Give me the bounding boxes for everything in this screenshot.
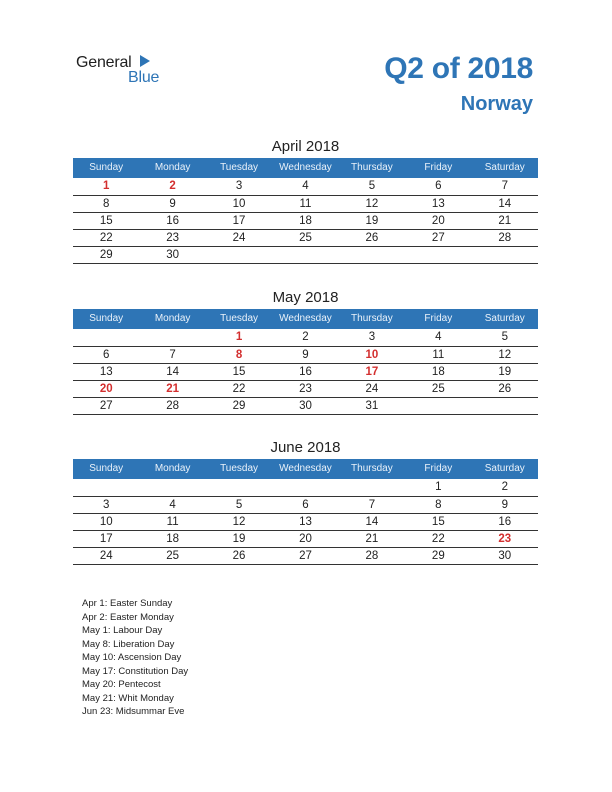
day-cell: 8	[73, 195, 139, 212]
day-cell: 11	[272, 195, 338, 212]
day-cell: 18	[405, 363, 471, 380]
day-cell	[405, 398, 471, 415]
day-cell: 8	[405, 496, 471, 513]
day-cell: 8	[206, 346, 272, 363]
day-cell: 5	[206, 496, 272, 513]
week-row	[73, 398, 538, 415]
day-cell: 6	[405, 178, 471, 195]
weekday-header: Sunday	[73, 309, 139, 329]
day-cell	[139, 479, 205, 496]
holiday-notes	[82, 597, 282, 719]
weekday-header-row	[73, 309, 538, 329]
holiday-note: May 10: Ascension Day	[82, 652, 182, 663]
day-cell: 23	[272, 381, 338, 398]
day-cell: 12	[339, 195, 405, 212]
holiday-note: May 1: Labour Day	[82, 625, 163, 636]
day-cell: 3	[73, 496, 139, 513]
day-cell: 26	[339, 230, 405, 247]
day-cell: 24	[339, 381, 405, 398]
day-cell: 7	[139, 346, 205, 363]
day-cell: 9	[272, 346, 338, 363]
holiday-note: May 20: Pentecost	[82, 679, 161, 690]
weekday-header: Friday	[405, 309, 471, 329]
day-cell: 25	[272, 230, 338, 247]
day-cell	[272, 247, 338, 264]
day-cell	[206, 479, 272, 496]
holiday-note: Apr 2: Easter Monday	[82, 611, 174, 623]
day-cell: 19	[339, 212, 405, 229]
weekday-header-row	[73, 158, 538, 178]
day-cell: 29	[73, 247, 139, 264]
logo-text-blue: Blue	[128, 69, 160, 86]
day-cell: 12	[206, 513, 272, 530]
day-cell: 1	[405, 479, 471, 496]
week-row	[73, 548, 538, 565]
day-cell: 15	[405, 513, 471, 530]
week-row	[73, 479, 538, 496]
weekday-header: Sunday	[73, 158, 139, 178]
day-cell: 19	[472, 363, 538, 380]
day-cell: 27	[272, 548, 338, 565]
day-cell: 19	[206, 531, 272, 548]
day-cell: 2	[139, 178, 205, 195]
week-row	[73, 496, 538, 513]
weekday-header: Saturday	[472, 158, 538, 178]
logo-text-general: General	[76, 54, 132, 71]
weekday-header: Friday	[405, 459, 471, 479]
day-cell: 21	[472, 212, 538, 229]
week-row	[73, 329, 538, 346]
day-cell: 6	[272, 496, 338, 513]
day-cell: 13	[73, 363, 139, 380]
day-cell: 16	[139, 212, 205, 229]
week-row	[73, 212, 538, 229]
day-cell	[73, 329, 139, 346]
triangle-flag-icon	[140, 55, 150, 67]
day-cell: 30	[472, 548, 538, 565]
day-cell: 2	[272, 329, 338, 346]
day-cell: 23	[472, 531, 538, 548]
week-row	[73, 195, 538, 212]
month-grid	[73, 459, 538, 565]
day-cell: 1	[206, 329, 272, 346]
page-title: Q2 of 2018	[384, 52, 533, 85]
day-cell: 5	[472, 329, 538, 346]
day-cell: 17	[339, 363, 405, 380]
weekday-header: Wednesday	[272, 158, 338, 178]
day-cell: 12	[472, 346, 538, 363]
day-cell: 4	[405, 329, 471, 346]
day-cell	[339, 479, 405, 496]
day-cell: 24	[73, 548, 139, 565]
month-title: May 2018	[272, 289, 339, 306]
week-row	[73, 531, 538, 548]
month-title: April 2018	[271, 138, 340, 155]
day-cell: 6	[73, 346, 139, 363]
weekday-header: Tuesday	[206, 158, 272, 178]
day-cell	[405, 247, 471, 264]
holiday-note: May 21: Whit Monday	[82, 692, 174, 704]
day-cell: 24	[206, 230, 272, 247]
holiday-note: Apr 1: Easter Sunday	[82, 598, 173, 609]
weekday-header: Monday	[139, 459, 205, 479]
weekday-header: Monday	[139, 309, 205, 329]
day-cell: 26	[472, 381, 538, 398]
day-cell: 5	[339, 178, 405, 195]
day-cell: 30	[272, 398, 338, 415]
day-cell	[339, 247, 405, 264]
day-cell: 18	[272, 212, 338, 229]
day-cell: 29	[206, 398, 272, 415]
day-cell: 3	[339, 329, 405, 346]
day-cell: 27	[405, 230, 471, 247]
day-cell: 10	[339, 346, 405, 363]
day-cell: 28	[339, 548, 405, 565]
day-cell: 9	[139, 195, 205, 212]
month-grid	[73, 309, 538, 415]
day-cell: 11	[139, 513, 205, 530]
day-cell: 14	[472, 195, 538, 212]
month-calendar	[73, 136, 538, 264]
day-cell: 9	[472, 496, 538, 513]
day-cell: 15	[206, 363, 272, 380]
day-cell: 7	[339, 496, 405, 513]
day-cell: 4	[139, 496, 205, 513]
day-cell: 16	[472, 513, 538, 530]
holiday-note: May 17: Constitution Day	[82, 665, 189, 677]
day-cell: 21	[339, 531, 405, 548]
day-cell: 25	[405, 381, 471, 398]
weekday-header: Thursday	[339, 309, 405, 329]
weekday-header: Wednesday	[272, 459, 338, 479]
day-cell: 13	[405, 195, 471, 212]
day-cell	[139, 329, 205, 346]
day-cell: 18	[139, 531, 205, 548]
day-cell: 28	[472, 230, 538, 247]
day-cell: 14	[139, 363, 205, 380]
day-cell: 26	[206, 548, 272, 565]
day-cell	[73, 479, 139, 496]
weekday-header: Saturday	[472, 309, 538, 329]
day-cell: 29	[405, 548, 471, 565]
day-cell: 10	[73, 513, 139, 530]
weekday-header-row	[73, 459, 538, 479]
day-cell	[206, 247, 272, 264]
weekday-header: Monday	[139, 158, 205, 178]
weekday-header: Wednesday	[272, 309, 338, 329]
week-row	[73, 178, 538, 195]
week-row	[73, 230, 538, 247]
country-subtitle: Norway	[460, 93, 533, 115]
day-cell: 15	[73, 212, 139, 229]
day-cell: 17	[206, 212, 272, 229]
day-cell: 10	[206, 195, 272, 212]
weekday-header: Sunday	[73, 459, 139, 479]
holiday-note: May 8: Liberation Day	[82, 638, 175, 650]
week-row	[73, 513, 538, 530]
month-calendar	[73, 437, 538, 565]
brand-logo	[76, 53, 176, 87]
day-cell: 25	[139, 548, 205, 565]
day-cell: 21	[139, 381, 205, 398]
weekday-header: Tuesday	[206, 309, 272, 329]
day-cell	[472, 398, 538, 415]
day-cell: 13	[272, 513, 338, 530]
day-cell: 2	[472, 479, 538, 496]
week-row	[73, 346, 538, 363]
week-row	[73, 363, 538, 380]
weekday-header: Thursday	[339, 459, 405, 479]
weekday-header: Tuesday	[206, 459, 272, 479]
day-cell: 22	[405, 531, 471, 548]
day-cell: 27	[73, 398, 139, 415]
day-cell: 20	[272, 531, 338, 548]
day-cell: 31	[339, 398, 405, 415]
day-cell: 20	[73, 381, 139, 398]
day-cell: 16	[272, 363, 338, 380]
day-cell: 22	[73, 230, 139, 247]
day-cell: 3	[206, 178, 272, 195]
day-cell: 22	[206, 381, 272, 398]
month-calendar	[73, 287, 538, 415]
weekday-header: Saturday	[472, 459, 538, 479]
day-cell: 17	[73, 531, 139, 548]
month-grid	[73, 158, 538, 264]
day-cell: 7	[472, 178, 538, 195]
month-title: June 2018	[270, 439, 341, 456]
day-cell: 20	[405, 212, 471, 229]
weekday-header: Friday	[405, 158, 471, 178]
day-cell: 14	[339, 513, 405, 530]
day-cell: 4	[272, 178, 338, 195]
day-cell: 23	[139, 230, 205, 247]
week-row	[73, 381, 538, 398]
day-cell: 30	[139, 247, 205, 264]
week-row	[73, 247, 538, 264]
day-cell	[472, 247, 538, 264]
weekday-header: Thursday	[339, 158, 405, 178]
day-cell: 11	[405, 346, 471, 363]
day-cell	[272, 479, 338, 496]
holiday-note: Jun 23: Midsummar Eve	[82, 706, 185, 717]
day-cell: 28	[139, 398, 205, 415]
day-cell: 1	[73, 178, 139, 195]
